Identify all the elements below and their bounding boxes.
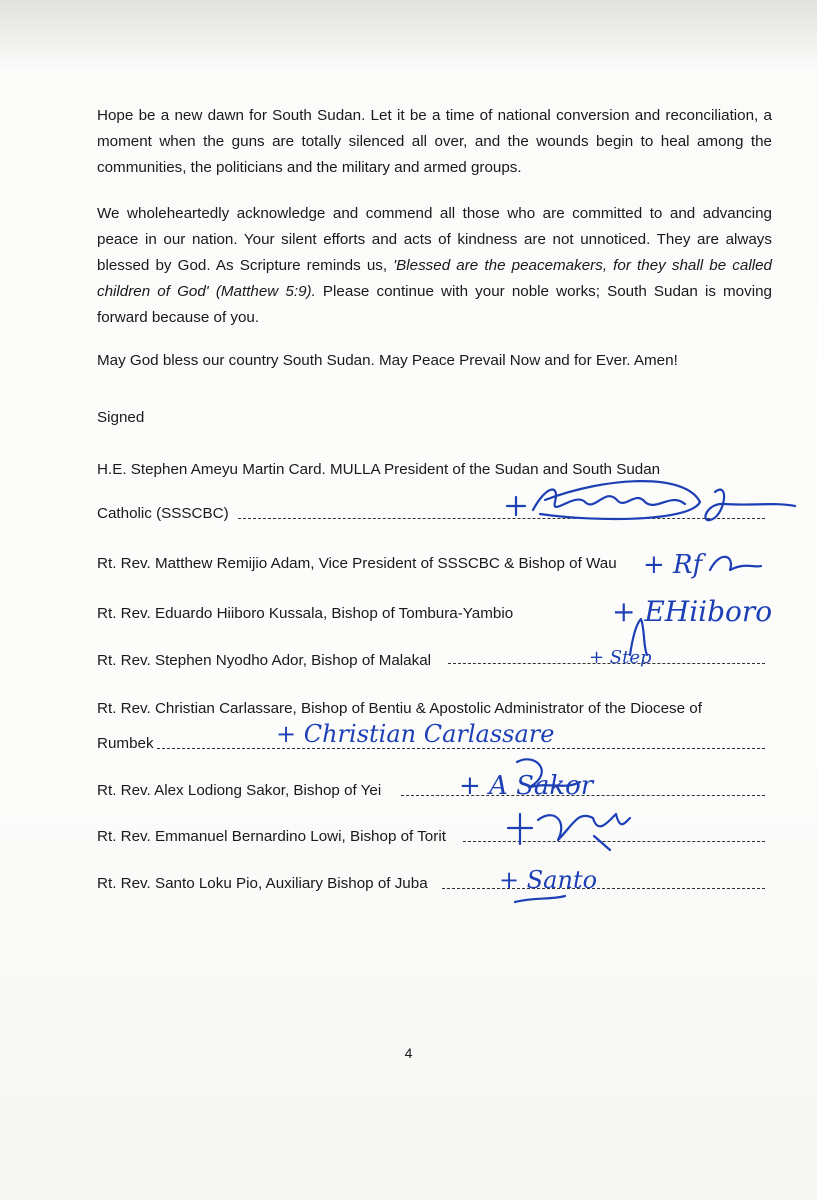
signature-5 (270, 712, 610, 757)
svg-text:+ Christian Carlassare: + Christian Carlassare (276, 720, 555, 748)
signature-6 (455, 752, 645, 807)
signatory-5-line2: Rumbek (97, 735, 154, 752)
signatory-4-line1: Rt. Rev. Stephen Nyodho Ador, Bishop of Malakal (97, 652, 432, 669)
svg-text:+ Step: + Step (589, 647, 652, 668)
signature-1 (485, 472, 805, 532)
paragraph-acknowledge-end: Please continue with your noble works; South Sudan is moving forward because of you. (97, 283, 772, 326)
signatory-1-line2: Catholic (SSSCBC) (97, 505, 229, 522)
paragraph-blessing: May God bless our country South Sudan. May Peace Prevail Now and for Ever. Amen! (97, 352, 678, 369)
signature-2 (635, 540, 765, 585)
signatory-3-line1: Rt. Rev. Eduardo Hiiboro Kussala, Bishop of Tombura-Yambio (97, 605, 514, 622)
svg-text:+ Santo: + Santo (499, 866, 598, 894)
page-number: 4 (404, 1045, 413, 1061)
svg-text:+ EHiiboro: + EHiiboro (612, 595, 773, 628)
signatory-6-line1: Rt. Rev. Alex Lodiong Sakor, Bishop of Yei (97, 782, 382, 799)
signatory-2-line1: Rt. Rev. Matthew Remijio Adam, Vice President of SSSCBC & Bishop of Wau (97, 555, 617, 572)
signed-label: Signed (97, 409, 145, 426)
signature-8 (495, 852, 635, 907)
paragraph-acknowledge (97, 201, 772, 331)
svg-text:+ A Sakor: + A Sakor (459, 771, 594, 801)
paragraph-hope: Hope be a new dawn for South Sudan. Let it be a time of national conversion and reconciliation, a moment when the guns are totally silenced all over, and the wounds begin to heal among the communities, the politicians and the military and armed groups. (97, 107, 772, 176)
signature-7 (498, 800, 638, 860)
signatory-1-line1: H.E. Stephen Ameyu Martin Card. MULLA President of the Sudan and South Sudan (97, 461, 661, 478)
scripture-quote: 'Blessed are the peacemakers, for they shall be called children of God' (Matthew 5:9). (97, 257, 772, 300)
svg-text:+ Rf: + Rf (643, 550, 703, 580)
paragraph-acknowledge-start: We wholeheartedly acknowledge and commend all those who are committed to and advancing peace in our nation. Your silent efforts and acts of kindness are not unnoticed. They are always blessed by God. As Scripture reminds us, (97, 205, 772, 274)
signature-4 (585, 615, 685, 670)
signatory-8-line1: Rt. Rev. Santo Loku Pio, Auxiliary Bishop of Juba (97, 875, 428, 892)
signatory-7-line1: Rt. Rev. Emmanuel Bernardino Lowi, Bishop of Torit (97, 828, 446, 845)
page-shadow (0, 0, 817, 70)
signatory-5-line1: Rt. Rev. Christian Carlassare, Bishop of Bentiu & Apostolic Administrator of the Diocese of (97, 700, 702, 717)
